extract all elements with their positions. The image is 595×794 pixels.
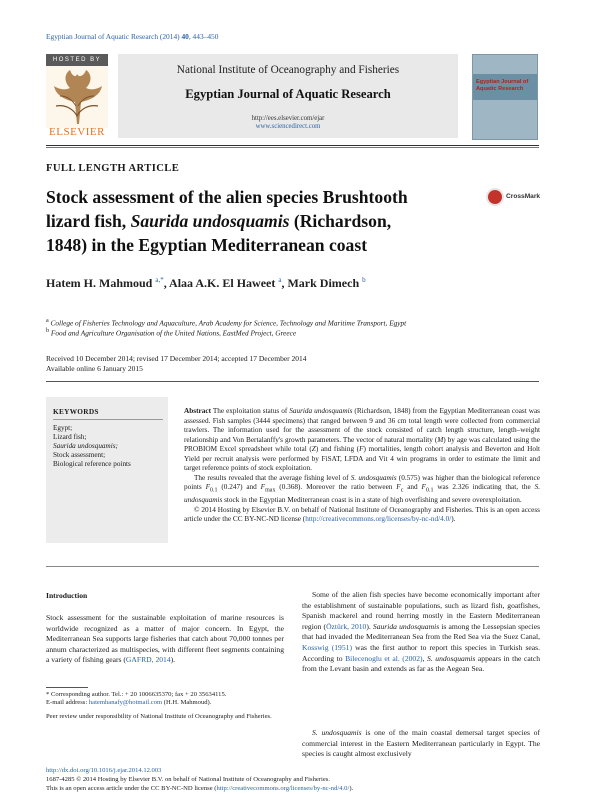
author-1-affiliation[interactable]: a,*	[155, 276, 164, 284]
crossmark-label[interactable]: CrossMark	[506, 193, 541, 200]
affiliation-a-text: College of Fisheries Technology and Aquaculture, Arab Academy for Science, Technology and Maritime Transport, Egypt	[48, 318, 407, 328]
elsevier-wordmark: ELSEVIER	[49, 126, 105, 138]
abstract-species: Saurida undosquamis	[289, 407, 353, 415]
intro-text-run: was the first author to report this species in Turkish seas. According to	[302, 642, 540, 663]
article-type: FULL LENGTH ARTICLE	[46, 163, 180, 174]
affiliation-b	[46, 328, 296, 337]
keyword-item: Biological reference points	[53, 460, 131, 468]
intro-right-paragraph-2	[302, 728, 540, 760]
introduction-heading: Introduction	[46, 591, 88, 600]
abstract-text-run: ) and fishing (	[315, 445, 360, 454]
header-divider-thin	[46, 147, 539, 148]
abstract-species: S. undosquamis	[350, 473, 397, 482]
corresponding-author-note	[46, 691, 286, 708]
citation-pages: , 443–450	[188, 32, 219, 41]
license-link[interactable]: http://creativecommons.org/licenses/by-nc-nd/4.0/	[305, 515, 452, 524]
intro-species: S. undosquamis	[312, 728, 362, 737]
footnote-text: * Corresponding author. Tel.: + 20 1006635370; fax + 20 35634115.	[46, 691, 227, 698]
reference-link[interactable]: Kosswig (1951)	[302, 642, 352, 652]
abstract-text-run: The results revealed that the average fishing level of	[194, 473, 351, 482]
abstract-subscript: max	[265, 487, 276, 494]
sciencedirect-link[interactable]: www.sciencedirect.com	[255, 123, 321, 130]
abstract-results	[184, 474, 540, 506]
abstract-symbol: F	[421, 483, 426, 492]
abstract-symbol: Z	[311, 445, 316, 454]
copyright-text: ).	[451, 515, 456, 524]
abstract-symbol: F	[396, 483, 401, 492]
intro-text-run: ).	[170, 655, 176, 665]
abstract-subscript: 0.1	[425, 487, 434, 494]
footnote-rule	[46, 687, 88, 688]
footer-text: This is an open access article under the CC BY-NC-ND license (	[46, 785, 217, 792]
author-3-affiliation[interactable]: b	[362, 276, 366, 284]
abstract-symbol: M	[437, 435, 444, 444]
received-dates: Received 10 December 2014; revised 17 December 2014; accepted 17 December 2014	[46, 354, 307, 363]
intro-species: S. undosquamis	[427, 653, 476, 663]
reference-link[interactable]: GAFRD, 2014	[125, 655, 171, 665]
intro-text-run: Stock assessment for the sustainable exploitation of marine resources is worldwide recognized as a matter of major concern. In Egypt, the Mediterranean Sea supports large fisheries that catch about 70,000 tonnes per annum characterized as multispecies, with different fleet segments containing a variety of fishing gears (	[46, 613, 284, 665]
abstract-text-run: was 2.326 indicating that, the	[433, 483, 535, 492]
abstract-text-run: (0.247) and	[217, 483, 261, 492]
keyword-item: Stock assessment;	[53, 451, 106, 459]
author-3: , Mark Dimech	[281, 276, 363, 290]
masthead-organization: National Institute of Oceanography and Fisheries	[176, 64, 400, 76]
abstract-text-run: stock in the Egyptian Mediterranean coast is in a state of high overfishing and severe overexploitation.	[222, 496, 522, 505]
open-access-line	[46, 785, 353, 792]
author-list	[46, 276, 366, 291]
header-divider	[46, 145, 539, 146]
abstract-text-run: (Richardson, 1848) from the Egyptian Mediterranean coast was assessed. Fish samples (3444 specimens) that ranged between 9 and 36 cm total length were collected from commercial trawlers. The information used for the assessment of the stock consisted of catch length structure, length–weight relationship and Von Bertalanffy's growth parameters. The vector of natural mortality (	[184, 407, 541, 444]
footnote-text: (H.H. Mahmoud).	[162, 699, 212, 707]
title-line1: Stock assessment of the alien species Brushtooth	[46, 187, 408, 207]
masthead-journal-title: Egyptian Journal of Aquatic Research	[185, 87, 391, 101]
footnote-text: E-mail address:	[46, 699, 89, 707]
reference-link[interactable]: Öztürk, 2010	[326, 621, 367, 631]
abstract-subscript: 0.1	[210, 487, 218, 494]
abstract-symbol: F	[260, 483, 266, 492]
journal-homepage-link[interactable]: http://ees.elsevier.com/ejar	[251, 115, 325, 122]
abstract-symbol: F	[205, 483, 210, 492]
footer-license-link[interactable]: http://creativecommons.org/licenses/by-nc-nd/4.0/	[216, 785, 350, 792]
online-date: Available online 6 January 2015	[46, 364, 143, 373]
abstract-copyright	[184, 506, 540, 525]
intro-right-paragraph-1	[302, 590, 540, 675]
keywords-rule	[53, 419, 163, 420]
abstract-divider	[46, 381, 539, 382]
citation-volume: 40	[181, 32, 189, 41]
title-line3: 1848) in the Egyptian Mediterranean coast	[46, 235, 368, 255]
intro-text-run: ,	[422, 653, 428, 663]
author-email-link[interactable]: hatemhanafy@hotmail.com	[88, 699, 163, 707]
cover-title: Egyptian Journal of Aquatic Research	[476, 79, 529, 92]
title-line2c: (Richardson,	[289, 211, 392, 231]
keyword-item: Saurida undosquamis;	[53, 442, 118, 450]
abstract-text-run: (0.575) was higher than the biological reference points	[184, 473, 540, 492]
footer-text: ).	[349, 785, 354, 792]
abstract-text-run: The exploitation status of	[210, 407, 290, 415]
keyword-item: Egypt;	[53, 424, 73, 432]
elsevier-tree-logo	[46, 66, 108, 128]
abstract-text-run: ) mortalities, length cohort analysis and Beverton and Holt Yield per recruit analysis were performed by FiSAT, LFDA and Vit 4 win programs in order to estimate the limit and target reference points of stock exploitation.	[184, 445, 541, 473]
intro-text-run: is one of the main coastal demersal target species of commercial interest in the Eastern Mediterranean particularly in Egypt. The species is caught almost exclusively	[302, 728, 540, 759]
affiliation-a	[46, 318, 406, 327]
intro-text-run: is among the Lessepsian species that had invaded the Mediterranean Sea from the Red Sea via the Suez Canal,	[302, 621, 541, 642]
intro-species: Saurida undosquamis	[372, 621, 440, 631]
title-species: Saurida undosquamis	[130, 211, 290, 231]
copyright-text: © 2014 Hosting by Elsevier B.V. on behalf of National Institute of Oceanography and Fisheries. This is an open access article under the CC BY-NC-ND license (	[184, 505, 540, 524]
journal-citation[interactable]	[46, 32, 218, 41]
keywords-heading: KEYWORDS	[53, 407, 99, 416]
affiliation-b-text: Food and Agriculture Organisation of the United Nations, EastMed Project, Greece	[49, 328, 297, 338]
affiliation-b-label: b	[46, 328, 50, 334]
intro-text-run: ).	[366, 621, 373, 631]
abstract-text-run: ) by age was calculated using the PROBIOM Excel spreadsheet while total (	[184, 435, 540, 454]
article-title	[46, 185, 476, 257]
abstract-species: S. undosquamis	[184, 483, 541, 505]
abstract-label: Abstract	[184, 407, 211, 415]
intro-left-paragraph	[46, 613, 284, 666]
peer-review-note: Peer review under responsibility of National Institute of Oceanography and Fisheries.	[46, 713, 272, 720]
citation-text: Egyptian Journal of Aquatic Research (2014)	[46, 32, 182, 41]
affiliation-a-label: a	[46, 318, 49, 324]
abstract-subscript: c	[400, 487, 404, 494]
crossmark-icon[interactable]	[486, 188, 504, 206]
intro-text-run: Some of the alien fish species have become economically important after the establishment of sustainable populations, such as lizard fish, goatfishes, Spanish mackerel and round herring mostly in the Eastern Mediterranean region (	[302, 590, 540, 631]
keyword-item: Lizard fish;	[53, 433, 87, 441]
reference-link[interactable]: Bilecenoglu et al. (2002)	[345, 653, 423, 663]
abstract-text	[184, 407, 540, 525]
doi-link[interactable]: http://dx.doi.org/10.1016/j.ejar.2014.12.003	[46, 767, 162, 774]
abstract-symbol: F	[359, 445, 364, 454]
body-divider	[46, 566, 539, 567]
author-2-affiliation[interactable]: a	[278, 276, 282, 284]
title-line2a: lizard fish,	[46, 211, 131, 231]
hosted-by-banner: HOSTED BY	[46, 54, 108, 66]
author-1: Hatem H. Mahmoud	[46, 276, 156, 290]
abstract-text-run: and	[403, 483, 422, 492]
abstract-text-run: (0.368). Moreover the ratio between	[275, 483, 397, 492]
author-2: , Alaa A.K. El Haweet	[163, 276, 279, 290]
issn-line: 1687-4285 © 2014 Hosting by Elsevier B.V. on behalf of National Institute of Oceanography and Fisheries.	[46, 776, 330, 783]
intro-text-run: appears in the catch from the Levant basin and extends as far as the Aegean Sea.	[302, 653, 540, 674]
